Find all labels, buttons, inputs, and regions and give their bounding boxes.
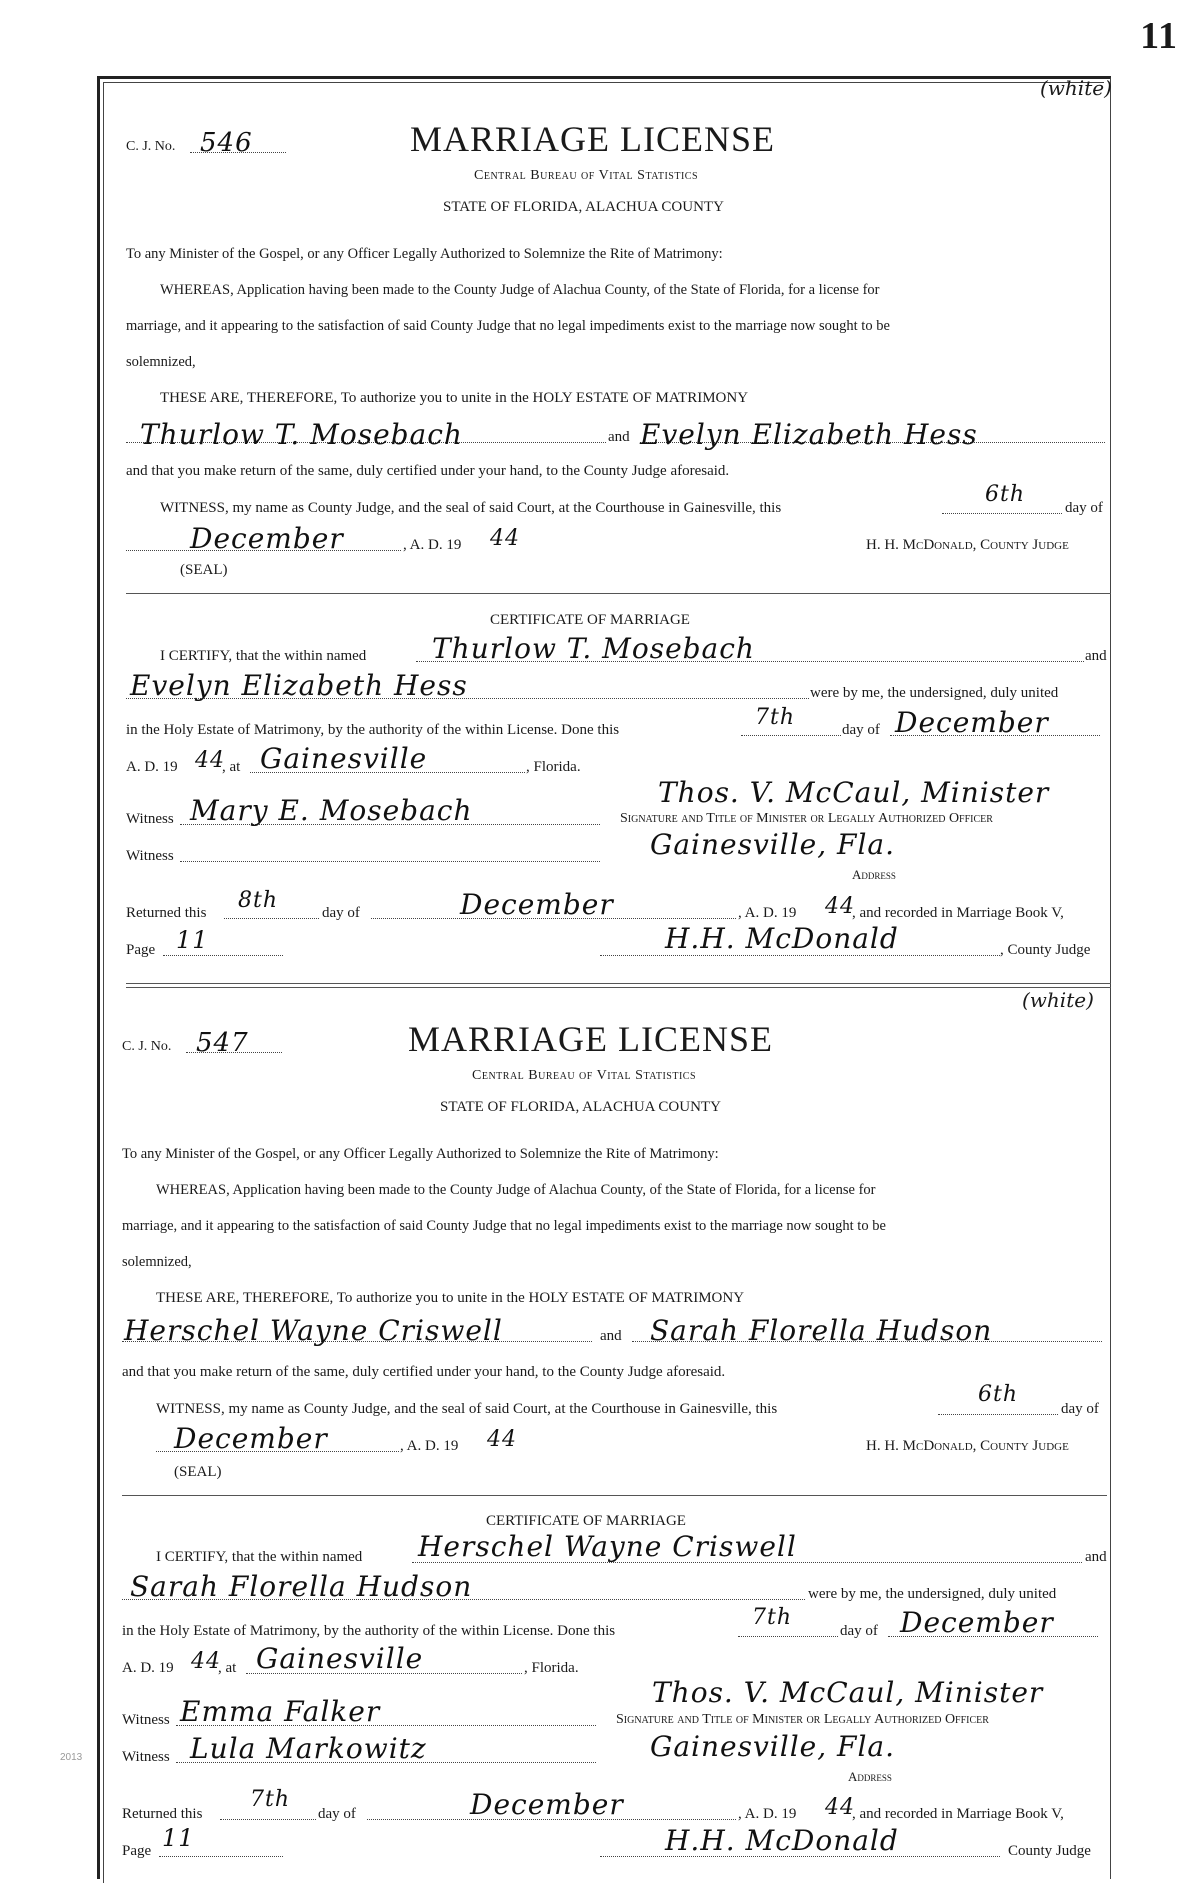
groom-name[interactable]: Thurlow T. Mosebach bbox=[140, 418, 463, 451]
minister-signature[interactable]: Thos. V. McCaul, Minister bbox=[652, 1676, 1044, 1709]
page-label: Page bbox=[122, 1843, 152, 1859]
cert-bride-name[interactable]: Evelyn Elizabeth Hess bbox=[130, 669, 468, 702]
witness-1-name[interactable]: Emma Falker bbox=[180, 1695, 381, 1728]
returned-ad-label: , A. D. 19 bbox=[738, 905, 797, 921]
license-day[interactable]: 6th bbox=[985, 482, 1026, 507]
recorded-label: , and recorded in Marriage Book V, bbox=[852, 905, 1064, 921]
cert-and-label: and bbox=[1085, 1549, 1107, 1565]
section-divider bbox=[122, 1495, 1107, 1496]
license-month[interactable]: December bbox=[174, 1422, 328, 1455]
witness-2-label: Witness bbox=[126, 848, 174, 864]
bureau-name: Central Bureau of Vital Statistics bbox=[474, 168, 699, 183]
ad-label: , A. D. 19 bbox=[400, 1438, 459, 1454]
address-label: Address bbox=[852, 867, 896, 882]
license-year[interactable]: 44 bbox=[487, 1427, 517, 1452]
bride-name[interactable]: Sarah Florella Hudson bbox=[650, 1314, 993, 1347]
return-clause: and that you make return of the same, duly certified under your hand, to the County Judge aforesaid. bbox=[126, 463, 730, 479]
ad-at-label: A. D. 19 bbox=[126, 759, 178, 775]
holy-estate-clause: in the Holy Estate of Matrimony, by the authority of the within License. Done this bbox=[122, 1623, 616, 1639]
salutation: To any Minister of the Gospel, or any Officer Legally Authorized to Solemnize the Rite of Matrimony: bbox=[126, 246, 723, 262]
page-value-line bbox=[159, 1856, 283, 1857]
whereas-line-3: solemnized, bbox=[126, 354, 196, 370]
address-value[interactable]: Gainesville, Fla. bbox=[650, 828, 896, 861]
seal-label: (SEAL) bbox=[180, 562, 228, 578]
license-year[interactable]: 44 bbox=[490, 526, 520, 551]
united-label: were by me, the undersigned, duly united bbox=[808, 1586, 1057, 1602]
returned-day-line bbox=[224, 918, 319, 919]
bureau-name: Central Bureau of Vital Statistics bbox=[472, 1068, 697, 1083]
returned-day-of-label: day of bbox=[322, 905, 360, 921]
cert-groom-name[interactable]: Thurlow T. Mosebach bbox=[432, 632, 755, 665]
recorder-signature[interactable]: H.H. McDonald bbox=[665, 1824, 899, 1857]
holy-estate-clause: in the Holy Estate of Matrimony, by the authority of the within License. Done this bbox=[126, 722, 620, 738]
page-value[interactable]: 11 bbox=[176, 926, 209, 954]
county-judge-signature: H. H. McDonald, County Judge bbox=[866, 1438, 1069, 1454]
minister-signature[interactable]: Thos. V. McCaul, Minister bbox=[658, 776, 1050, 809]
whereas-line-2: marriage, and it appearing to the satisfaction of said County Judge that no legal impediments exist to the marriage now sought to be bbox=[122, 1218, 886, 1234]
address-label: Address bbox=[848, 1769, 892, 1784]
at-label: , at bbox=[222, 759, 241, 775]
done-day-line bbox=[741, 735, 841, 736]
whereas-line-3: solemnized, bbox=[122, 1254, 192, 1270]
returned-label: Returned this bbox=[126, 905, 207, 921]
cj-number[interactable]: 546 bbox=[200, 128, 253, 158]
day-of-label: day of bbox=[1065, 500, 1103, 516]
and-label: and bbox=[600, 1328, 622, 1344]
side-mark: 2013 bbox=[60, 1752, 83, 1763]
recorder-line bbox=[600, 955, 1000, 956]
returned-day[interactable]: 8th bbox=[238, 888, 279, 913]
returned-day-of-label: day of bbox=[318, 1806, 356, 1822]
ad-at-label: A. D. 19 bbox=[122, 1660, 174, 1676]
florida-label: , Florida. bbox=[526, 759, 581, 775]
annotation-white: (white) bbox=[1022, 988, 1094, 1012]
license-day-line bbox=[938, 1414, 1058, 1415]
done-year[interactable]: 44 bbox=[195, 748, 225, 773]
license-title: MARRIAGE LICENSE bbox=[408, 1019, 773, 1059]
witness-clause: WITNESS, my name as County Judge, and the seal of said Court, at the Courthouse in Gainesville, this bbox=[160, 500, 782, 516]
place-name[interactable]: Gainesville bbox=[256, 1642, 424, 1675]
license-day-line bbox=[942, 513, 1062, 514]
returned-day-line bbox=[220, 1819, 316, 1820]
witness-2-label: Witness bbox=[122, 1749, 170, 1765]
done-year[interactable]: 44 bbox=[191, 1649, 221, 1674]
page-value-line bbox=[163, 955, 283, 956]
these-are-clause: THESE ARE, THEREFORE, To authorize you to unite in the HOLY ESTATE OF MATRIMONY bbox=[160, 390, 749, 406]
returned-month[interactable]: December bbox=[470, 1788, 624, 1821]
recorder-county-judge-label: , County Judge bbox=[1000, 942, 1091, 958]
section-divider bbox=[126, 593, 1111, 594]
united-label: were by me, the undersigned, duly united bbox=[810, 685, 1059, 701]
witness-clause: WITNESS, my name as County Judge, and the seal of said Court, at the Courthouse in Gainesville, this bbox=[156, 1401, 778, 1417]
license-month[interactable]: December bbox=[190, 522, 344, 555]
certificate-title: CERTIFICATE OF MARRIAGE bbox=[486, 1513, 686, 1529]
done-day-of-label: day of bbox=[842, 722, 880, 738]
state-county: STATE OF FLORIDA, ALACHUA COUNTY bbox=[440, 1099, 721, 1115]
day-of-label: day of bbox=[1061, 1401, 1099, 1417]
license-title: MARRIAGE LICENSE bbox=[410, 119, 775, 159]
cj-label: C. J. No. bbox=[126, 139, 176, 154]
witness-2-line bbox=[180, 861, 600, 862]
witness-1-name[interactable]: Mary E. Mosebach bbox=[190, 794, 473, 827]
ad-label: , A. D. 19 bbox=[403, 537, 462, 553]
page-value[interactable]: 11 bbox=[162, 1824, 195, 1852]
cj-label: C. J. No. bbox=[122, 1039, 172, 1054]
whereas-line-1: WHEREAS, Application having been made to the County Judge of Alachua County, of the State of Florida, for a license for bbox=[160, 282, 880, 298]
state-county: STATE OF FLORIDA, ALACHUA COUNTY bbox=[443, 199, 724, 215]
returned-day[interactable]: 7th bbox=[250, 1787, 291, 1812]
witness-label: Witness bbox=[122, 1712, 170, 1728]
done-day-of-label: day of bbox=[840, 1623, 878, 1639]
signature-title-label: Signature and Title of Minister or Legally Authorized Officer bbox=[620, 811, 993, 826]
cert-and-label: and bbox=[1085, 648, 1107, 664]
recorder-county-judge-label: County Judge bbox=[1008, 1843, 1091, 1859]
witness-label: Witness bbox=[126, 811, 174, 827]
returned-year[interactable]: 44 bbox=[825, 1795, 855, 1820]
these-are-clause: THESE ARE, THEREFORE, To authorize you to unite in the HOLY ESTATE OF MATRIMONY bbox=[156, 1290, 745, 1306]
place-name[interactable]: Gainesville bbox=[260, 742, 428, 775]
license-day[interactable]: 6th bbox=[978, 1382, 1019, 1407]
at-label: , at bbox=[218, 1660, 237, 1676]
returned-month[interactable]: December bbox=[460, 888, 614, 921]
done-month[interactable]: December bbox=[895, 706, 1049, 739]
bride-name[interactable]: Evelyn Elizabeth Hess bbox=[640, 418, 978, 451]
done-day-line bbox=[738, 1636, 838, 1637]
record-divider bbox=[126, 983, 1111, 988]
groom-name[interactable]: Herschel Wayne Criswell bbox=[124, 1314, 503, 1347]
cert-groom-name[interactable]: Herschel Wayne Criswell bbox=[418, 1530, 797, 1563]
page-label: Page bbox=[126, 942, 156, 958]
witness-2-name[interactable]: Lula Markowitz bbox=[190, 1732, 427, 1765]
certificate-title: CERTIFICATE OF MARRIAGE bbox=[490, 612, 690, 628]
and-label: and bbox=[608, 429, 630, 445]
florida-label: , Florida. bbox=[524, 1660, 579, 1676]
cert-bride-name[interactable]: Sarah Florella Hudson bbox=[130, 1570, 473, 1603]
certify-label: I CERTIFY, that the within named bbox=[160, 648, 367, 664]
certify-label: I CERTIFY, that the within named bbox=[156, 1549, 363, 1565]
salutation: To any Minister of the Gospel, or any Officer Legally Authorized to Solemnize the Rite of Matrimony: bbox=[122, 1146, 719, 1162]
recorded-label: , and recorded in Marriage Book V, bbox=[852, 1806, 1064, 1822]
recorder-signature[interactable]: H.H. McDonald bbox=[665, 922, 899, 955]
return-clause: and that you make return of the same, duly certified under your hand, to the County Judge aforesaid. bbox=[122, 1364, 726, 1380]
returned-year[interactable]: 44 bbox=[825, 894, 855, 919]
signature-title-label: Signature and Title of Minister or Legally Authorized Officer bbox=[616, 1712, 989, 1727]
cj-number[interactable]: 547 bbox=[196, 1028, 249, 1058]
done-day[interactable]: 7th bbox=[752, 1605, 793, 1630]
county-judge-signature: H. H. McDonald, County Judge bbox=[866, 537, 1069, 553]
returned-label: Returned this bbox=[122, 1806, 203, 1822]
done-day[interactable]: 7th bbox=[755, 705, 796, 730]
whereas-line-1: WHEREAS, Application having been made to the County Judge of Alachua County, of the State of Florida, for a license for bbox=[156, 1182, 876, 1198]
page-number: 11 bbox=[1140, 15, 1178, 57]
whereas-line-2: marriage, and it appearing to the satisfaction of said County Judge that no legal impediments exist to the marriage now sought to be bbox=[126, 318, 890, 334]
address-value[interactable]: Gainesville, Fla. bbox=[650, 1730, 896, 1763]
seal-label: (SEAL) bbox=[174, 1464, 222, 1480]
annotation-white: (white) bbox=[1040, 76, 1112, 100]
done-month[interactable]: December bbox=[900, 1606, 1054, 1639]
returned-ad-label: , A. D. 19 bbox=[738, 1806, 797, 1822]
